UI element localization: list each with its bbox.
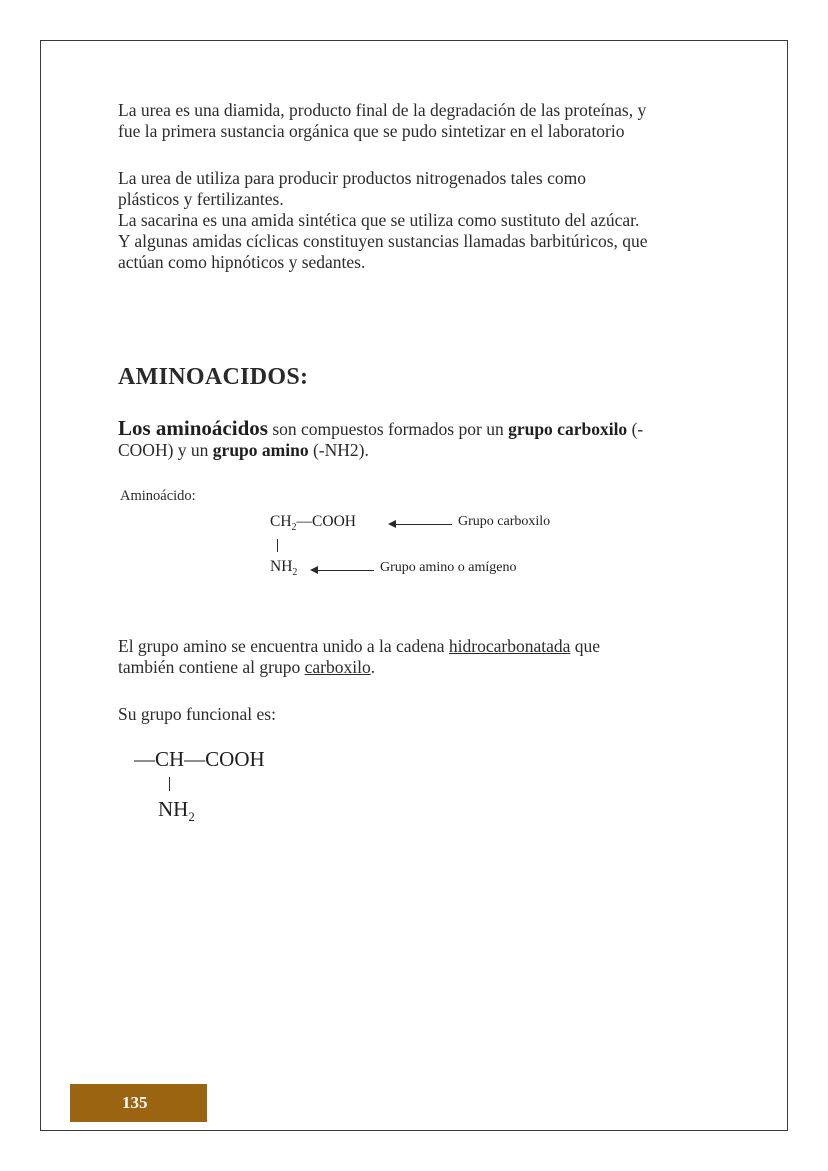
formula-part: NH (158, 797, 189, 821)
definition-paragraph (118, 418, 718, 461)
link-hidrocarbonatada[interactable]: hidrocarbonatada (448, 636, 571, 656)
page-number-badge (70, 1084, 207, 1122)
text-fragment: COOH) y un (118, 440, 213, 460)
text-line: La urea de utiliza para producir productos nitrogenados tales como (118, 168, 586, 188)
formula-part: NH (270, 558, 293, 575)
formula-bottom (270, 558, 297, 578)
text-fragment: (- (627, 419, 644, 439)
text-line: La sacarina es una amida sintética que se utiliza como sustituto del azúcar. (118, 210, 640, 230)
formula-subscript: 2 (292, 567, 298, 579)
term-amino: grupo amino (212, 440, 309, 460)
functional-group-intro: Su grupo funcional es: (118, 704, 276, 724)
formula-part: —COOH (296, 513, 356, 530)
text-line: La urea es una diamida, producto final de la degradación de las proteínas, y (118, 100, 647, 120)
formula-subscript: 2 (291, 522, 297, 534)
arrow-line (314, 570, 374, 571)
text-line: Y algunas amidas cíclicas constituyen sustancias llamadas barbitúricos, que (118, 231, 648, 251)
link-carboxilo[interactable]: carboxilo (304, 657, 371, 677)
text-fragment: que (570, 636, 601, 656)
text-fragment: . (370, 657, 376, 677)
text-fragment: también contiene al grupo (118, 657, 305, 677)
arrow-label-amino: Grupo amino o amígeno (380, 560, 517, 575)
arrow-line (392, 524, 452, 525)
functional-group-formula: —CH—COOH (134, 747, 265, 771)
text-line: fue la primera sustancia orgánica que se pudo sintetizar en el laboratorio (118, 121, 625, 141)
functional-group-amine (158, 797, 195, 825)
text-fragment: El grupo amino se encuentra unido a la cadena (118, 636, 449, 656)
term-aminoacidos: Los aminoácidos (118, 416, 268, 440)
page-number: 135 (122, 1093, 148, 1112)
text-fragment: son compuestos formados por un (267, 419, 509, 439)
text-fragment: (-NH2). (308, 440, 369, 460)
uses-paragraph (118, 168, 718, 273)
amino-paragraph (118, 636, 718, 678)
diagram-label: Aminoácido: (120, 488, 196, 504)
formula-top (270, 513, 356, 533)
bond-line (277, 539, 278, 552)
bond-line (169, 777, 170, 791)
formula-part: CH (270, 513, 292, 530)
text-line: actúan como hipnóticos y sedantes. (118, 252, 366, 272)
formula-subscript: 2 (188, 809, 195, 825)
section-heading: AMINOACIDOS: (118, 364, 309, 390)
arrow-label-carboxilo: Grupo carboxilo (458, 514, 551, 529)
term-carboxilo: grupo carboxilo (508, 419, 628, 439)
text-line: plásticos y fertilizantes. (118, 189, 284, 209)
intro-paragraph (118, 100, 718, 142)
